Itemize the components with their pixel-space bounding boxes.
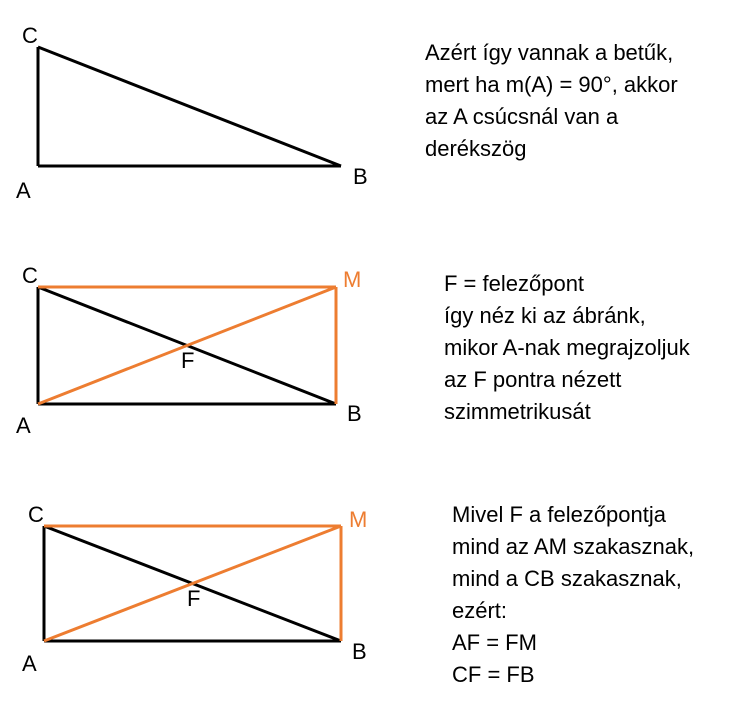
figure-2-note: [444, 268, 690, 428]
label-a: A: [22, 651, 37, 676]
label-m: M: [343, 267, 362, 292]
note-line: az F pontra nézett: [444, 367, 622, 392]
note-line: Mivel F a felezőpontja: [452, 502, 666, 527]
note-line: szimmetrikusát: [444, 399, 591, 424]
label-c: C: [22, 263, 38, 288]
label-f: F: [187, 586, 201, 611]
label-b: B: [353, 164, 368, 189]
label-b: B: [347, 401, 362, 426]
label-c: C: [28, 502, 44, 527]
note-line: AF = FM: [452, 630, 537, 655]
label-a: A: [16, 178, 31, 203]
label-a: A: [16, 413, 31, 438]
note-line: mert ha m(A) = 90°, akkor: [425, 72, 678, 97]
note-line: F = felezőpont: [444, 271, 585, 296]
side-cb: [38, 47, 341, 166]
note-line: Azért így vannak a betűk,: [425, 40, 674, 65]
note-line: ezért:: [452, 598, 508, 623]
figure-3-note: [452, 499, 694, 691]
label-c: C: [22, 23, 38, 48]
label-f: F: [181, 348, 195, 373]
note-line: így néz ki az ábránk,: [444, 303, 646, 328]
figure-2-rectangle: [16, 263, 362, 438]
label-m: M: [349, 507, 368, 532]
figure-1-note: [425, 37, 678, 165]
note-line: mikor A-nak megrajzoljuk: [444, 335, 690, 360]
note-line: az A csúcsnál van a: [425, 104, 619, 129]
note-line: mind az AM szakasznak,: [452, 534, 695, 559]
label-b: B: [352, 639, 367, 664]
figure-1-triangle: [16, 23, 368, 203]
figure-3-rectangle: [22, 502, 367, 676]
note-line: CF = FB: [452, 662, 535, 687]
note-line: mind a CB szakasznak,: [452, 566, 682, 591]
note-line: derékszög: [425, 136, 527, 161]
